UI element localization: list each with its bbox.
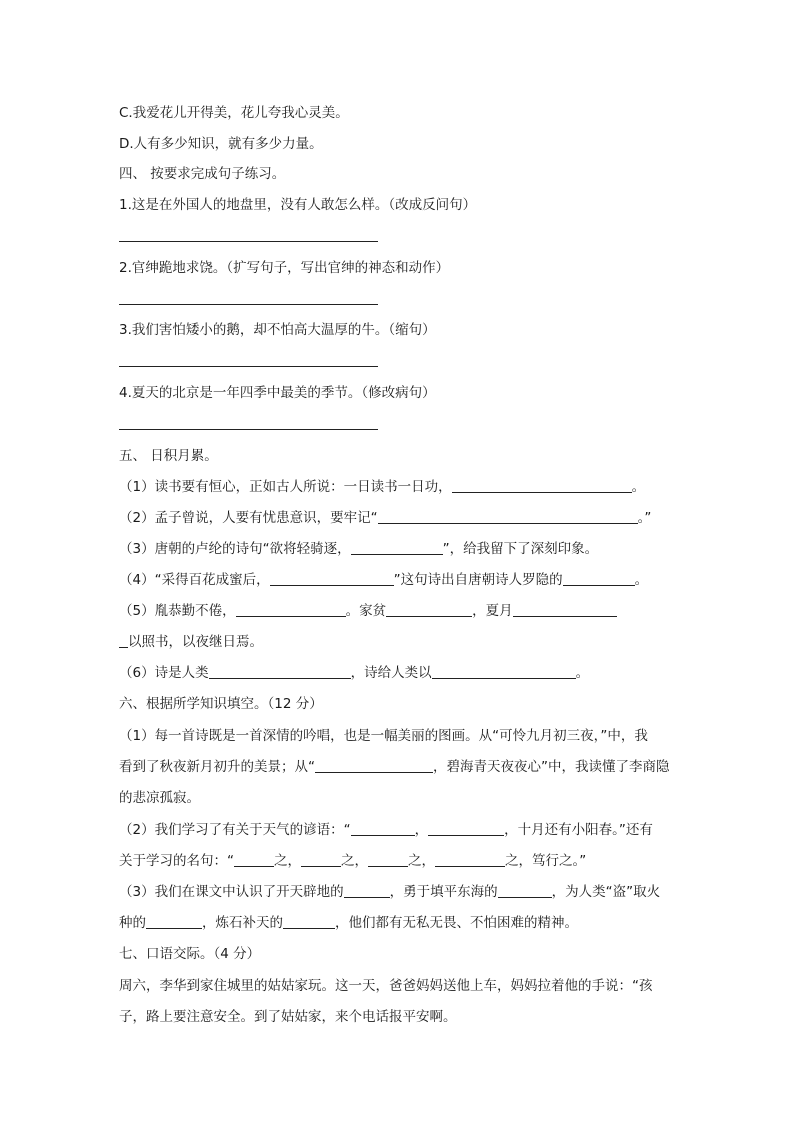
- question-5-2-text: （2）孟子曾说，人要有忧患意识，要牢记“: [119, 510, 378, 526]
- fill-blank[interactable]: [234, 852, 274, 867]
- option-d: D.人有多少知识，就有多少力量。: [119, 136, 323, 152]
- question-6-2-text: （2）我们学习了有关于天气的谚语：“: [119, 822, 351, 838]
- question-4-3: 3.我们害怕矮小的鹅，却不怕高大温厚的牛。（缩句）: [119, 322, 436, 338]
- question-5-5-cont: [119, 632, 263, 652]
- fill-blank[interactable]: [386, 602, 472, 617]
- section-7-heading: 七、口语交际。（4 分）: [119, 946, 261, 962]
- question-5-6-text: （6）诗是人类: [119, 665, 209, 681]
- fill-blank[interactable]: [368, 852, 408, 867]
- fill-blank[interactable]: [283, 914, 335, 929]
- question-5-2: [119, 508, 651, 528]
- question-6-2-mid: ，十月还有小阳春。”还有: [504, 822, 653, 838]
- question-5-4-text: （4）“采得百花成蜜后，: [119, 572, 270, 588]
- section-4-heading: 四、 按要求完成句子练习。: [119, 166, 286, 182]
- question-5-5-text: （5）胤恭勤不倦，: [119, 603, 236, 619]
- fill-blank[interactable]: [452, 478, 632, 493]
- fill-blank[interactable]: [378, 509, 638, 524]
- question-6-2-line1: [119, 820, 653, 840]
- fill-blank[interactable]: [301, 852, 341, 867]
- question-6-2-zhi3: 之，: [408, 853, 435, 869]
- fill-blank[interactable]: [236, 602, 346, 617]
- question-7-line1: 周六，李华到家住城里的姑姑家玩。这一天，爸爸妈妈送他上车，妈妈拉着他的手说：“孩: [119, 978, 653, 994]
- question-6-3-end: ，他们都有无私无畏、不怕困难的精神。: [335, 915, 578, 931]
- question-6-3-line2: [119, 913, 578, 933]
- fill-blank[interactable]: [146, 914, 202, 929]
- question-6-2-text2: 关于学习的名句：“: [119, 853, 234, 869]
- section-5-heading: 五、 日积月累。: [119, 448, 218, 464]
- question-5-6: [119, 663, 589, 683]
- question-6-2-zhi1: 之，: [274, 853, 301, 869]
- question-5-3-end: ”，给我留下了深刻印象。: [442, 541, 599, 557]
- question-6-2-comma: ，: [414, 822, 429, 838]
- question-6-3-mid2: ，为人类“盗”取火: [551, 884, 661, 900]
- question-6-1-line3: 的悲凉孤寂。: [119, 790, 200, 806]
- question-6-2-zhi2: 之，: [341, 853, 368, 869]
- question-7-line2: 子，路上要注意安全。到了姑姑家，来个电话报平安啊。: [119, 1009, 457, 1025]
- question-5-1-text: （1）读书要有恒心，正如古人所说：一日读书一日功，: [119, 479, 452, 495]
- question-5-5-end: 以照书，以夜继日焉。: [128, 634, 263, 650]
- fill-blank[interactable]: [119, 633, 128, 648]
- question-5-2-end: 。”: [637, 510, 652, 526]
- question-5-1-end: 。: [631, 479, 646, 495]
- fill-blank[interactable]: [209, 664, 351, 679]
- question-5-5-mid2: ，夏月: [472, 603, 513, 619]
- fill-blank[interactable]: [315, 758, 433, 773]
- answer-line-4-2[interactable]: [119, 304, 378, 305]
- fill-blank[interactable]: [351, 540, 443, 555]
- question-5-6-end: 。: [575, 665, 590, 681]
- question-4-2: 2.官绅跪地求饶。（扩写句子，写出官绅的神态和动作）: [119, 260, 450, 276]
- question-6-1-mid: ，碧海青天夜夜心”中，我读懂了李商隐: [433, 759, 670, 775]
- question-5-6-mid: ，诗给人类以: [350, 665, 432, 681]
- question-5-4-mid: ”这句诗出自唐朝诗人罗隐的: [393, 572, 563, 588]
- fill-blank[interactable]: [563, 571, 635, 586]
- question-5-5-mid1: 。家贫: [345, 603, 387, 619]
- question-6-1-line1: （1）每一首诗既是一首深情的吟唱，也是一幅美丽的图画。从“可怜九月初三夜，”中，我: [119, 728, 648, 744]
- question-6-2-end: 之，笃行之。”: [505, 853, 587, 869]
- question-6-3-mid1: ，勇于填平东海的: [389, 884, 498, 900]
- question-6-3-text2: 种的: [119, 915, 146, 931]
- fill-blank[interactable]: [270, 571, 394, 586]
- option-c: C.我爱花儿开得美，花儿夸我心灵美。: [119, 105, 349, 121]
- question-4-1: 1.这是在外国人的地盘里，没有人敢怎么样。（改成反问句）: [119, 197, 477, 213]
- answer-line-4-1[interactable]: [119, 241, 378, 242]
- question-4-4: 4.夏天的北京是一年四季中最美的季节。（修改病句）: [119, 385, 436, 401]
- question-6-1-line2: [119, 757, 670, 777]
- question-5-1: [119, 477, 645, 497]
- question-5-4: [119, 570, 648, 590]
- question-5-5: [119, 601, 617, 621]
- question-6-3-mid3: ，炼石补天的: [202, 915, 283, 931]
- question-6-3-text: （3）我们在课文中认识了开天辟地的: [119, 884, 344, 900]
- question-6-2-line2: [119, 851, 586, 871]
- question-6-3-line1: [119, 882, 660, 902]
- fill-blank[interactable]: [513, 602, 617, 617]
- fill-blank[interactable]: [344, 883, 390, 898]
- answer-line-4-4[interactable]: [119, 429, 378, 430]
- fill-blank[interactable]: [435, 852, 505, 867]
- question-6-1-text: 看到了秋夜新月初升的美景；从“: [119, 759, 315, 775]
- fill-blank[interactable]: [428, 821, 504, 836]
- fill-blank[interactable]: [351, 821, 415, 836]
- question-5-3-text: （3）唐朝的卢纶的诗句“欲将轻骑逐，: [119, 541, 351, 557]
- answer-line-4-3[interactable]: [119, 366, 378, 367]
- question-5-3: [119, 539, 598, 559]
- section-6-heading: 六、根据所学知识填空。（12 分）: [119, 696, 323, 712]
- question-5-4-end: 。: [634, 572, 649, 588]
- fill-blank[interactable]: [498, 883, 552, 898]
- fill-blank[interactable]: [432, 664, 576, 679]
